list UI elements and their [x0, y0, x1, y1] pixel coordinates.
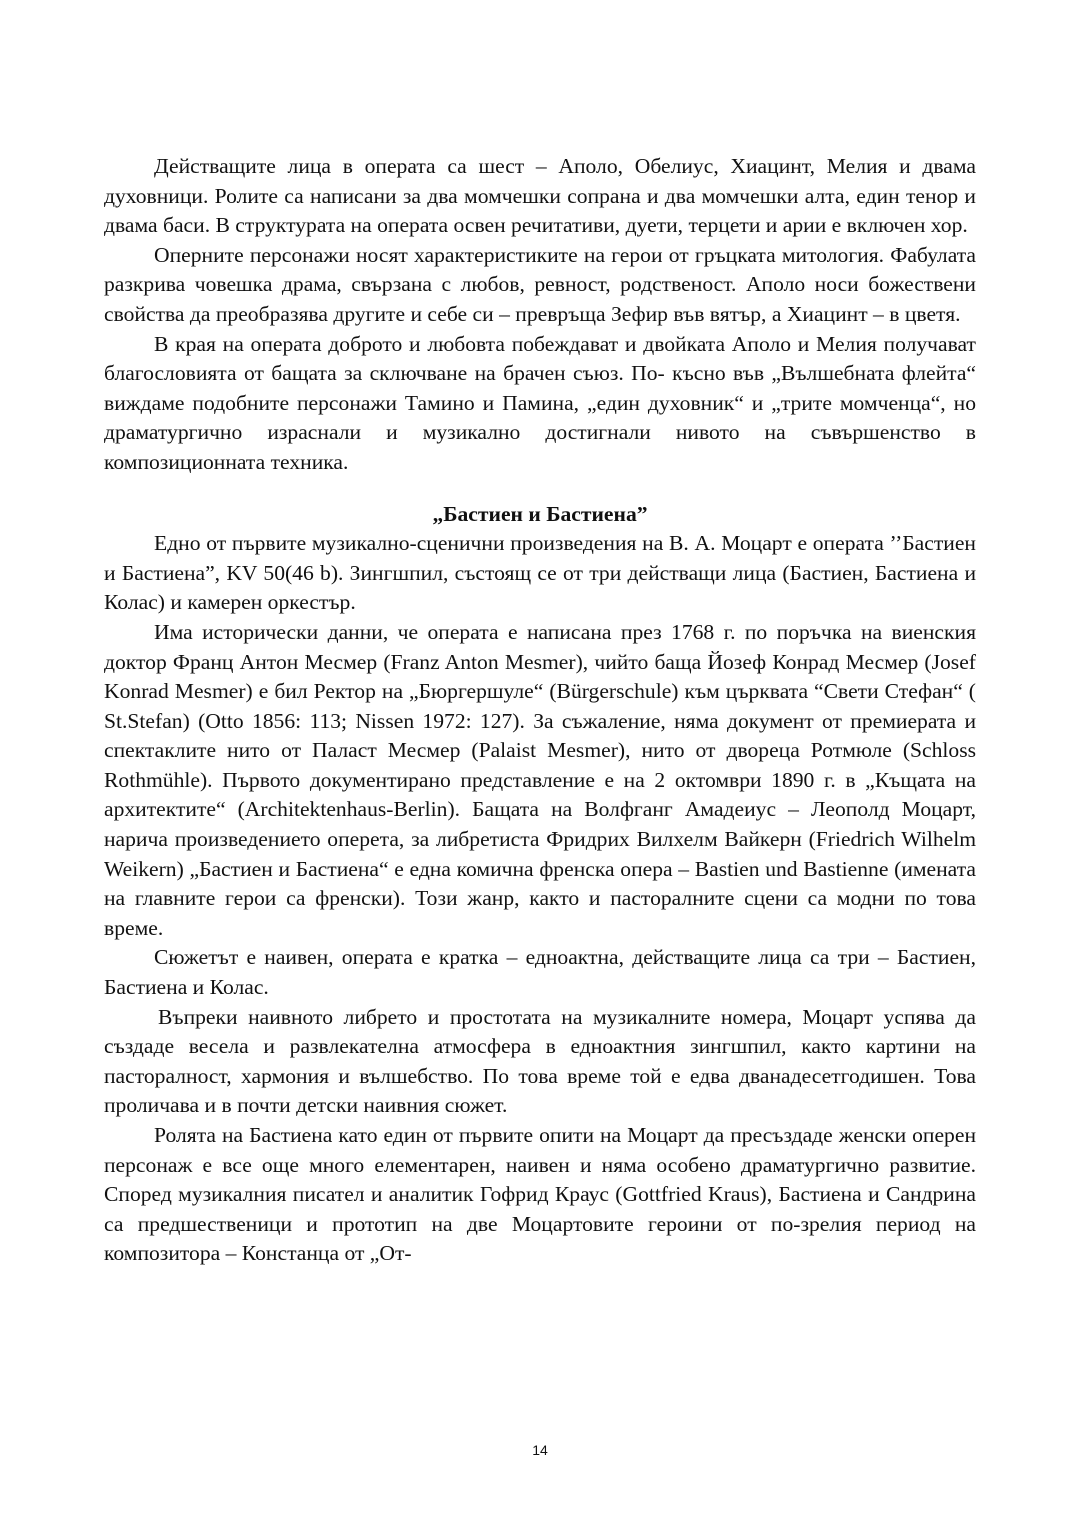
page-number: 14 [532, 1442, 548, 1458]
paragraph-plot: Сюжетът е наивен, операта е кратка – едноактна, действащите лица са три – Бастиен, Бастиена и Колас. [104, 945, 976, 1000]
paragraph-intro-bastien: Едно от първите музикално-сценични произведения на В. А. Моцарт е операта ’’Бастиен и Бастиена”, KV 50(46 b). Зингшпил, състоящ се от три действащи лица (Бастиен, Бастиена и Колас) и камерен оркестър. [104, 531, 976, 615]
paragraph-characters: Действащите лица в операта са шест – Аполо, Обелиус, Хиацинт, Мелия и двама духовници. Ролите са написани за два момчешки сопрана и два момчешки алта, един тенор и двама баси. В структурата на операта освен речитативи, дуети, терцети и арии е включен хор. [104, 154, 976, 238]
document-body [104, 152, 976, 1269]
paragraph-libretto: Въпреки наивното либрето и простотата на музикалните номера, Моцарт успява да създаде весела и развлекателна атмосфера в едноактния зингшпил, както картини на пасторалност, хармония и вълшебство. По това време той е едва дванадесетгодишен. Това проличава и в почти детски наивния сюжет. [104, 1004, 976, 1118]
paragraph-role-bastienne: Ролята на Бастиена като един от първите опити на Моцарт да пресъздаде женски оперен персонаж е все още много елементарен, наивен и няма особено драматургично развитие. Според музикалния писател и аналитик Гофрид Краус (Gottfried Kraus), Бастиена и Сандрина са предшественици и прототип на две Моцартовите героини от по-зрелия период на композитора – Констанца от „От- [104, 1123, 976, 1266]
section-heading: „Бастиен и Бастиена” [432, 501, 648, 526]
paragraph-mythology: Оперните персонажи носят характеристиките на герои от гръцката митология. Фабулата разкрива човешка драма, свързана с любов, ревност, родственост. Аполо носи божествени свойства да преобразява другите и себе си – превръща Зефир във вятър, а Хиацинт – в цветя. [104, 242, 976, 326]
paragraph-history: Има исторически данни, че операта е написана през 1768 г. по поръчка на виенския доктор Франц Антон Месмер (Franz Anton Mesmer), чийто баща Йозеф Конрад Месмер (Josef Konrad Mesmer) е бил Ректор на „Бюргершуле“ (Bürgerschule) към църквата “Свети Стефан“ ( St.Stefan) (Otto 1856: 113; Nissen 1972: 127). За съжаление, няма документ от премиерата и спектаклите нито от Паласт Месмер (Palaist Mesmer), нито от двореца Ротмюле (Schloss Rothmühle). Първото документирано представление е на 2 октомври 1890 г. в „Къщата на архитектите“ (Architektenhaus-Berlin). Бащата на Волфганг Амадеиус – Леополд Моцарт, нарича произведението оперета, за либретиста Фридрих Вилхелм Вайкерн (Friedrich Wilhelm Weikern) „Бастиен и Бастиена“ е една комична френска опера – Bastien und Bastienne (имената на главните герои са френски). Този жанр, както и пасторалните сцени са модни по това време. [104, 619, 976, 940]
paragraph-ending: В края на операта доброто и любовта побеждават и двойката Аполо и Мелия получават благословията от бащата за сключване на брачен съюз. По- късно във „Вълшебната флейта“ виждаме подобните персонажи Тамино и Памина, „един духовник“ и „трите момченца“, но драматургично израснали и музикално достигнали нивото на съвършенство в композиционната техника. [104, 331, 976, 474]
